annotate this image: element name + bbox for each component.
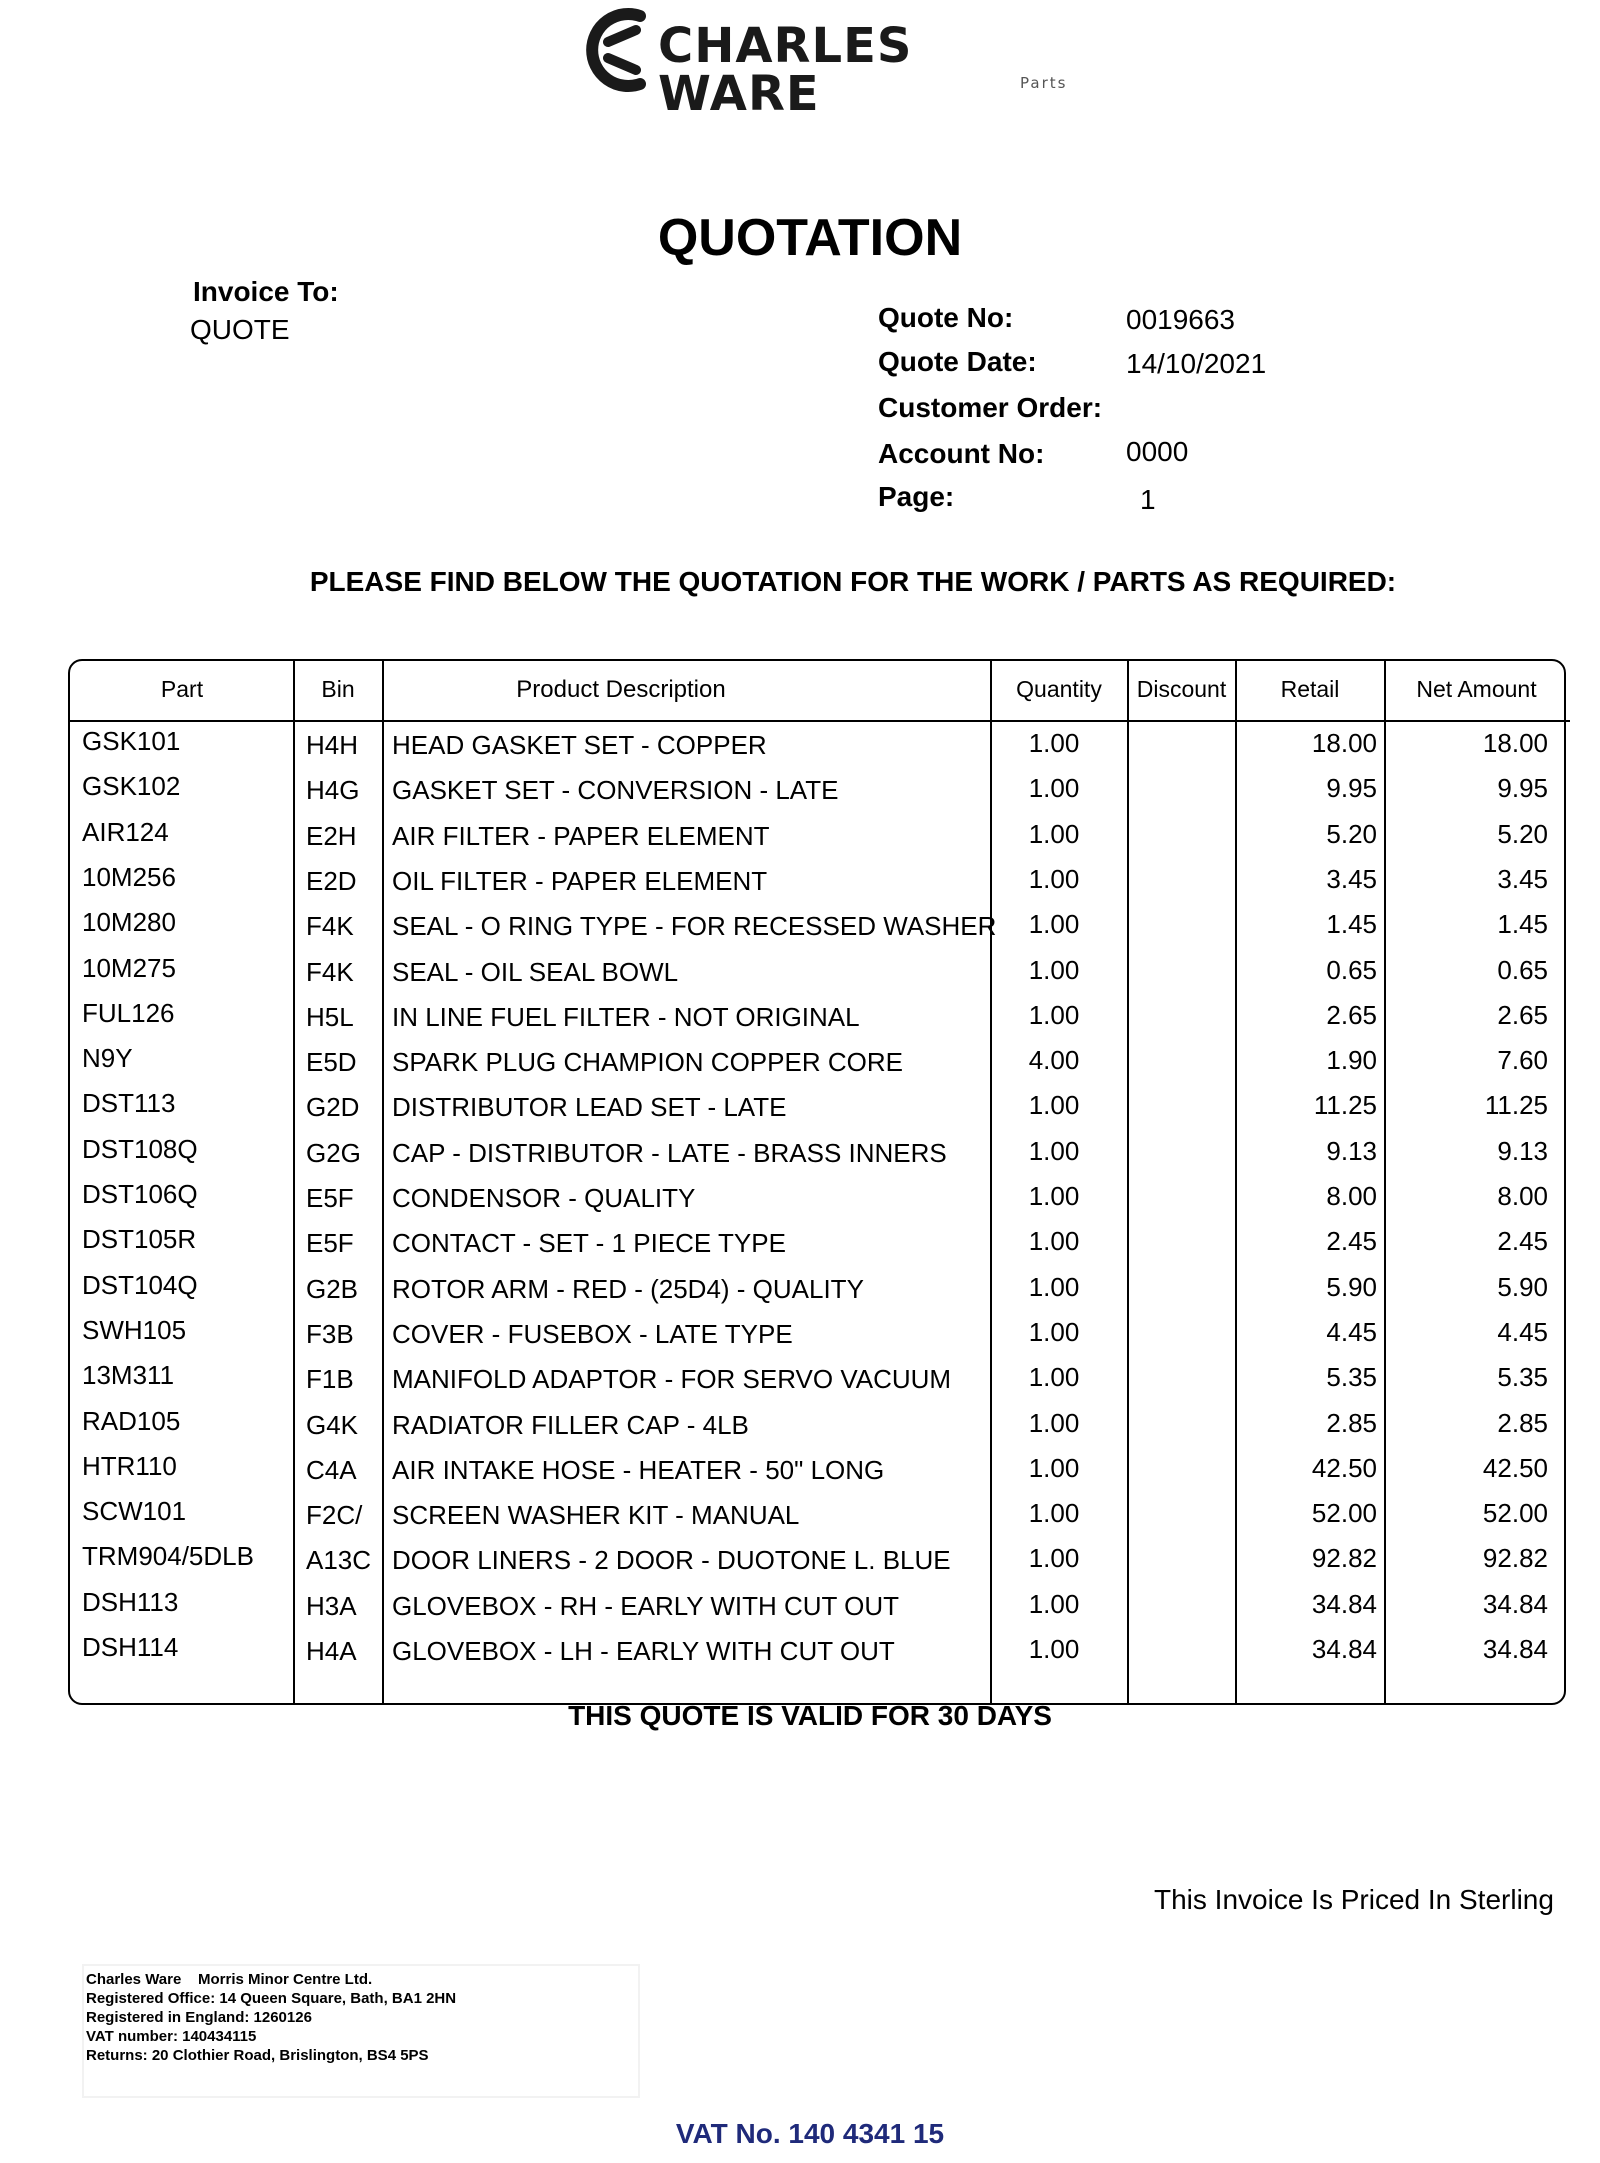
- net-amount-cell: 9.95: [1497, 773, 1548, 803]
- bin-cell: C4A: [306, 1455, 357, 1485]
- column-divider: [1127, 659, 1129, 1705]
- quantity-cell: 1.00: [1028, 1453, 1080, 1483]
- bin-cell: H3A: [306, 1591, 357, 1621]
- retail-cell: 5.90: [1326, 1272, 1377, 1302]
- page-label: Page:: [878, 481, 955, 512]
- retail-cell: 5.20: [1326, 819, 1377, 849]
- column-header-quantity: Quantity: [1016, 676, 1102, 702]
- quote-date-label: Quote Date:: [878, 346, 1037, 377]
- registration-line: Registered Office: 14 Queen Square, Bath, BA1 2HN: [86, 1990, 457, 2007]
- net-amount-cell: 5.35: [1497, 1362, 1548, 1392]
- part-cell: N9Y: [82, 1043, 133, 1073]
- quantity-cell: 1.00: [1028, 1408, 1080, 1438]
- description-cell: GLOVEBOX - LH - EARLY WITH CUT OUT: [392, 1636, 895, 1666]
- retail-cell: 2.65: [1326, 1000, 1377, 1030]
- retail-cell: 42.50: [1311, 1453, 1377, 1483]
- bin-cell: G2B: [306, 1274, 359, 1304]
- bin-cell: E5F: [306, 1228, 354, 1258]
- net-amount-cell: 11.25: [1484, 1090, 1548, 1120]
- part-cell: DSH113: [82, 1587, 179, 1617]
- quote-date-value: 14/10/2021: [1126, 348, 1267, 379]
- registration-line: Returns: 20 Clothier Road, Brislington, BS4 5PS: [86, 2047, 429, 2064]
- column-divider: [990, 659, 992, 1705]
- quantity-cell: 1.00: [1028, 1226, 1080, 1256]
- description-cell: GASKET SET - CONVERSION - LATE: [392, 775, 839, 805]
- part-cell: 10M256: [82, 862, 176, 892]
- description-cell: DOOR LINERS - 2 DOOR - DUOTONE L. BLUE: [392, 1545, 951, 1575]
- column-header-description: Product Description: [516, 676, 726, 703]
- part-cell: RAD105: [82, 1406, 181, 1436]
- net-amount-cell: 42.50: [1482, 1453, 1548, 1483]
- description-cell: COVER - FUSEBOX - LATE TYPE: [392, 1319, 793, 1349]
- retail-cell: 92.82: [1311, 1543, 1377, 1573]
- quantity-cell: 1.00: [1028, 1589, 1080, 1619]
- header-divider: [68, 720, 1570, 722]
- bin-cell: E5F: [306, 1183, 354, 1213]
- quote-no-value: 0019663: [1126, 304, 1236, 335]
- description-cell: AIR FILTER - PAPER ELEMENT: [392, 821, 770, 851]
- column-divider: [293, 659, 295, 1705]
- retail-cell: 1.90: [1326, 1045, 1377, 1075]
- quantity-cell: 1.00: [1028, 1362, 1080, 1392]
- description-cell: DISTRIBUTOR LEAD SET - LATE: [392, 1092, 787, 1122]
- part-cell: DST108Q: [82, 1134, 198, 1164]
- column-header-discount: Discount: [1136, 676, 1227, 702]
- column-divider: [1384, 659, 1386, 1705]
- page-title: QUOTATION: [657, 209, 963, 267]
- company-subname: Parts: [1020, 74, 1068, 92]
- bin-cell: G2G: [306, 1138, 361, 1168]
- bin-cell: A13C: [306, 1545, 372, 1575]
- quantity-cell: 1.00: [1028, 864, 1080, 894]
- quantity-cell: 1.00: [1028, 1543, 1080, 1573]
- description-cell: ROTOR ARM - RED - (25D4) - QUALITY: [392, 1274, 864, 1304]
- description-cell: HEAD GASKET SET - COPPER: [392, 730, 767, 760]
- retail-cell: 0.65: [1326, 955, 1377, 985]
- vat-number: VAT No. 140 4341 15: [675, 2118, 945, 2149]
- account-no-label: Account No:: [878, 438, 1045, 469]
- net-amount-cell: 34.84: [1482, 1589, 1548, 1619]
- quantity-cell: 1.00: [1028, 909, 1080, 939]
- net-amount-cell: 1.45: [1497, 909, 1548, 939]
- bin-cell: F1B: [306, 1364, 354, 1394]
- retail-cell: 4.45: [1326, 1317, 1377, 1347]
- quantity-cell: 1.00: [1028, 1181, 1080, 1211]
- currency-note: This Invoice Is Priced In Sterling: [1154, 1884, 1554, 1915]
- description-cell: GLOVEBOX - RH - EARLY WITH CUT OUT: [392, 1591, 900, 1621]
- invoice-to-value: QUOTE: [190, 314, 290, 345]
- part-cell: 10M280: [82, 907, 176, 937]
- net-amount-cell: 2.45: [1497, 1226, 1548, 1256]
- quantity-cell: 4.00: [1028, 1045, 1080, 1075]
- part-cell: DST104Q: [82, 1270, 198, 1300]
- company-logo: [578, 4, 1078, 122]
- net-amount-cell: 8.00: [1497, 1181, 1548, 1211]
- description-cell: CONTACT - SET - 1 PIECE TYPE: [392, 1228, 786, 1258]
- part-cell: DSH114: [82, 1632, 179, 1662]
- registration-line: Registered in England: 1260126: [86, 2009, 312, 2026]
- charles-ware-c-mark-icon: [578, 4, 654, 96]
- description-cell: SEAL - OIL SEAL BOWL: [392, 957, 679, 987]
- retail-cell: 18.00: [1311, 728, 1377, 758]
- registration-line: Charles Ware Morris Minor Centre Ltd.: [86, 1971, 373, 1988]
- description-cell: CAP - DISTRIBUTOR - LATE - BRASS INNERS: [392, 1138, 947, 1168]
- quote-no-label: Quote No:: [878, 302, 1014, 333]
- quantity-cell: 1.00: [1028, 819, 1080, 849]
- retail-cell: 2.85: [1326, 1408, 1377, 1438]
- net-amount-cell: 9.13: [1497, 1136, 1548, 1166]
- quantity-cell: 1.00: [1028, 1498, 1080, 1528]
- bin-cell: H4H: [306, 730, 359, 760]
- retail-cell: 52.00: [1311, 1498, 1377, 1528]
- part-cell: FUL126: [82, 998, 175, 1028]
- retail-cell: 9.13: [1326, 1136, 1377, 1166]
- bin-cell: G2D: [306, 1092, 360, 1122]
- bin-cell: F4K: [306, 911, 354, 941]
- retail-cell: 34.84: [1311, 1589, 1377, 1619]
- retail-cell: 34.84: [1311, 1634, 1377, 1664]
- part-cell: GSK102: [82, 771, 181, 801]
- part-cell: TRM904/5DLB: [82, 1541, 254, 1571]
- quantity-cell: 1.00: [1028, 773, 1080, 803]
- part-cell: SCW101: [82, 1496, 187, 1526]
- quantity-cell: 1.00: [1028, 1317, 1080, 1347]
- net-amount-cell: 3.45: [1497, 864, 1548, 894]
- account-no-value: 0000: [1126, 436, 1189, 467]
- retail-cell: 3.45: [1326, 864, 1377, 894]
- bin-cell: H4A: [306, 1636, 357, 1666]
- bin-cell: F2C/: [306, 1500, 363, 1530]
- page-value: 1: [1140, 484, 1156, 515]
- retail-cell: 2.45: [1326, 1226, 1377, 1256]
- part-cell: DST106Q: [82, 1179, 198, 1209]
- net-amount-cell: 5.20: [1497, 819, 1548, 849]
- validity-note: THIS QUOTE IS VALID FOR 30 DAYS: [568, 1700, 1052, 1731]
- retail-cell: 1.45: [1326, 909, 1377, 939]
- retail-cell: 5.35: [1326, 1362, 1377, 1392]
- part-cell: AIR124: [82, 817, 169, 847]
- part-cell: DST105R: [82, 1224, 197, 1254]
- description-cell: CONDENSOR - QUALITY: [392, 1183, 696, 1213]
- description-cell: MANIFOLD ADAPTOR - FOR SERVO VACUUM: [392, 1364, 952, 1394]
- net-amount-cell: 2.65: [1497, 1000, 1548, 1030]
- bin-cell: H5L: [306, 1002, 354, 1032]
- part-cell: SWH105: [82, 1315, 187, 1345]
- column-header-net-amount: Net Amount: [1416, 676, 1537, 702]
- part-cell: 13M311: [82, 1360, 175, 1390]
- description-cell: OIL FILTER - PAPER ELEMENT: [392, 866, 768, 896]
- customer-order-label: Customer Order:: [878, 392, 1103, 423]
- bin-cell: G4K: [306, 1410, 359, 1440]
- bin-cell: F3B: [306, 1319, 354, 1349]
- registration-details: [82, 1964, 640, 2098]
- quantity-cell: 1.00: [1028, 1000, 1080, 1030]
- net-amount-cell: 7.60: [1497, 1045, 1548, 1075]
- description-cell: SCREEN WASHER KIT - MANUAL: [392, 1500, 800, 1530]
- net-amount-cell: 2.85: [1497, 1408, 1548, 1438]
- bin-cell: H4G: [306, 775, 360, 805]
- description-cell: SPARK PLUG CHAMPION COPPER CORE: [392, 1047, 903, 1077]
- description-cell: IN LINE FUEL FILTER - NOT ORIGINAL: [392, 1002, 860, 1032]
- quantity-cell: 1.00: [1028, 1634, 1080, 1664]
- quantity-cell: 1.00: [1028, 1136, 1080, 1166]
- registration-line: VAT number: 140434115: [86, 2028, 257, 2045]
- column-header-retail: Retail: [1280, 676, 1340, 702]
- column-header-part: Part: [160, 676, 204, 702]
- net-amount-cell: 5.90: [1497, 1272, 1548, 1302]
- retail-cell: 8.00: [1326, 1181, 1377, 1211]
- column-header-bin: Bin: [321, 676, 355, 702]
- bin-cell: E2H: [306, 821, 357, 851]
- part-cell: DST113: [82, 1088, 176, 1118]
- net-amount-cell: 52.00: [1482, 1498, 1548, 1528]
- quotation-heading: PLEASE FIND BELOW THE QUOTATION FOR THE WORK / PARTS AS REQUIRED:: [309, 566, 1397, 597]
- retail-cell: 11.25: [1313, 1090, 1377, 1120]
- company-name: CHARLES WARE: [658, 18, 913, 122]
- bin-cell: E2D: [306, 866, 357, 896]
- net-amount-cell: 92.82: [1482, 1543, 1548, 1573]
- description-cell: SEAL - O RING TYPE - FOR RECESSED WASHER: [392, 911, 997, 941]
- invoice-to-label: Invoice To:: [193, 276, 339, 307]
- quantity-cell: 1.00: [1028, 728, 1080, 758]
- net-amount-cell: 4.45: [1497, 1317, 1548, 1347]
- net-amount-cell: 18.00: [1482, 728, 1548, 758]
- part-cell: 10M275: [82, 953, 176, 983]
- quantity-cell: 1.00: [1028, 1090, 1080, 1120]
- net-amount-cell: 0.65: [1497, 955, 1548, 985]
- quantity-cell: 1.00: [1028, 955, 1080, 985]
- description-cell: AIR INTAKE HOSE - HEATER - 50" LONG: [392, 1455, 885, 1485]
- net-amount-cell: 34.84: [1482, 1634, 1548, 1664]
- bin-cell: F4K: [306, 957, 354, 987]
- part-cell: HTR110: [82, 1451, 177, 1481]
- bin-cell: E5D: [306, 1047, 357, 1077]
- quantity-cell: 1.00: [1028, 1272, 1080, 1302]
- description-cell: RADIATOR FILLER CAP - 4LB: [392, 1410, 749, 1440]
- part-cell: GSK101: [82, 726, 181, 756]
- retail-cell: 9.95: [1326, 773, 1377, 803]
